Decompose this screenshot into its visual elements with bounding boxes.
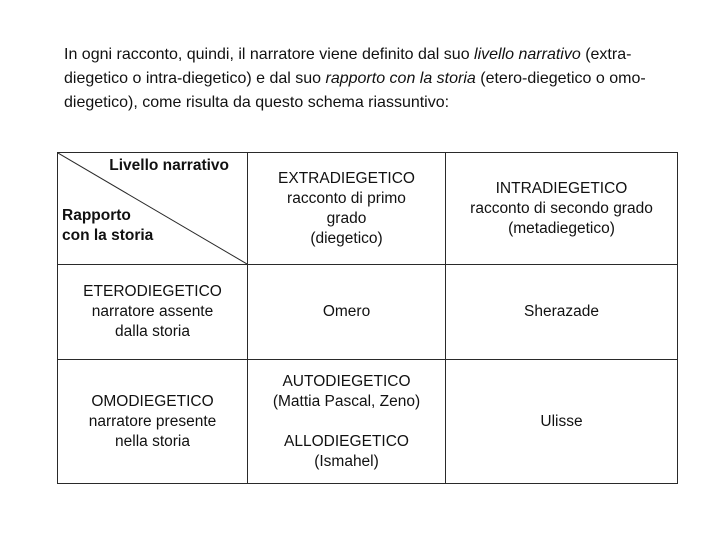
- header-extra-line3: grado: [326, 209, 367, 227]
- cell-etero-intra: Sherazade: [446, 265, 678, 360]
- cell-omo-extra-line3: ALLODIEGETICO: [284, 432, 409, 450]
- header-intra-line3: (metadiegetico): [508, 219, 615, 237]
- row-etero-line3: dalla storia: [115, 323, 190, 340]
- header-intra-line1: INTRADIEGETICO: [495, 179, 628, 197]
- cell-etero-extra: Omero: [248, 265, 446, 360]
- row-omo-label: [58, 360, 248, 484]
- intro-text-3: (etero-diegetico o omo-diegetico), come risulta da questo schema riassuntivo:: [64, 70, 646, 111]
- intro-italic-livello: livello narrativo: [474, 46, 581, 63]
- cell-omo-extra-gap: [254, 412, 439, 432]
- intro-paragraph: [64, 43, 694, 115]
- row-etero-label: [58, 265, 248, 360]
- row-omo-line3: nella storia: [115, 432, 190, 450]
- corner-label-rapporto-line2: con la storia: [62, 227, 154, 244]
- row-omo-line1: OMODIEGETICO: [91, 392, 214, 410]
- header-extra-line2: racconto di primo: [287, 189, 406, 207]
- header-row: [58, 153, 678, 265]
- header-intra-line2: racconto di secondo grado: [470, 199, 653, 217]
- cell-omo-extra-line2: (Mattia Pascal, Zeno): [272, 392, 421, 410]
- row-eterodiegetico: [58, 265, 678, 360]
- row-omodiegetico: [58, 360, 678, 484]
- corner-label-livello: Livello narrativo: [109, 157, 229, 174]
- header-extradiegetico: [248, 153, 446, 265]
- row-etero-line1: ETERODIEGETICO: [83, 283, 222, 300]
- intro-text-1: In ogni racconto, quindi, il narratore viene definito dal suo: [64, 46, 475, 63]
- header-extra-line4: (diegetico): [310, 229, 383, 247]
- intro-italic-rapporto: rapporto con la storia: [325, 70, 476, 87]
- cell-omo-extra: [248, 360, 446, 484]
- cell-omo-extra-line4: (Ismahel): [314, 452, 379, 470]
- row-etero-line2: narratore assente: [91, 303, 214, 320]
- corner-cell: [58, 153, 248, 265]
- header-intradiegetico: [446, 153, 678, 265]
- header-extra-line1: EXTRADIEGETICO: [278, 169, 415, 187]
- corner-label-rapporto: [62, 206, 153, 246]
- intro-text-2: (extra-diegetico o intra-diegetico) e dal suo: [64, 46, 632, 87]
- cell-omo-intra: Ulisse: [446, 360, 678, 484]
- row-omo-line2: narratore presente: [88, 412, 217, 430]
- cell-omo-extra-line1: AUTODIEGETICO: [282, 372, 411, 390]
- corner-label-rapporto-line1: Rapporto: [62, 207, 131, 224]
- narrator-schema-table: [57, 152, 678, 484]
